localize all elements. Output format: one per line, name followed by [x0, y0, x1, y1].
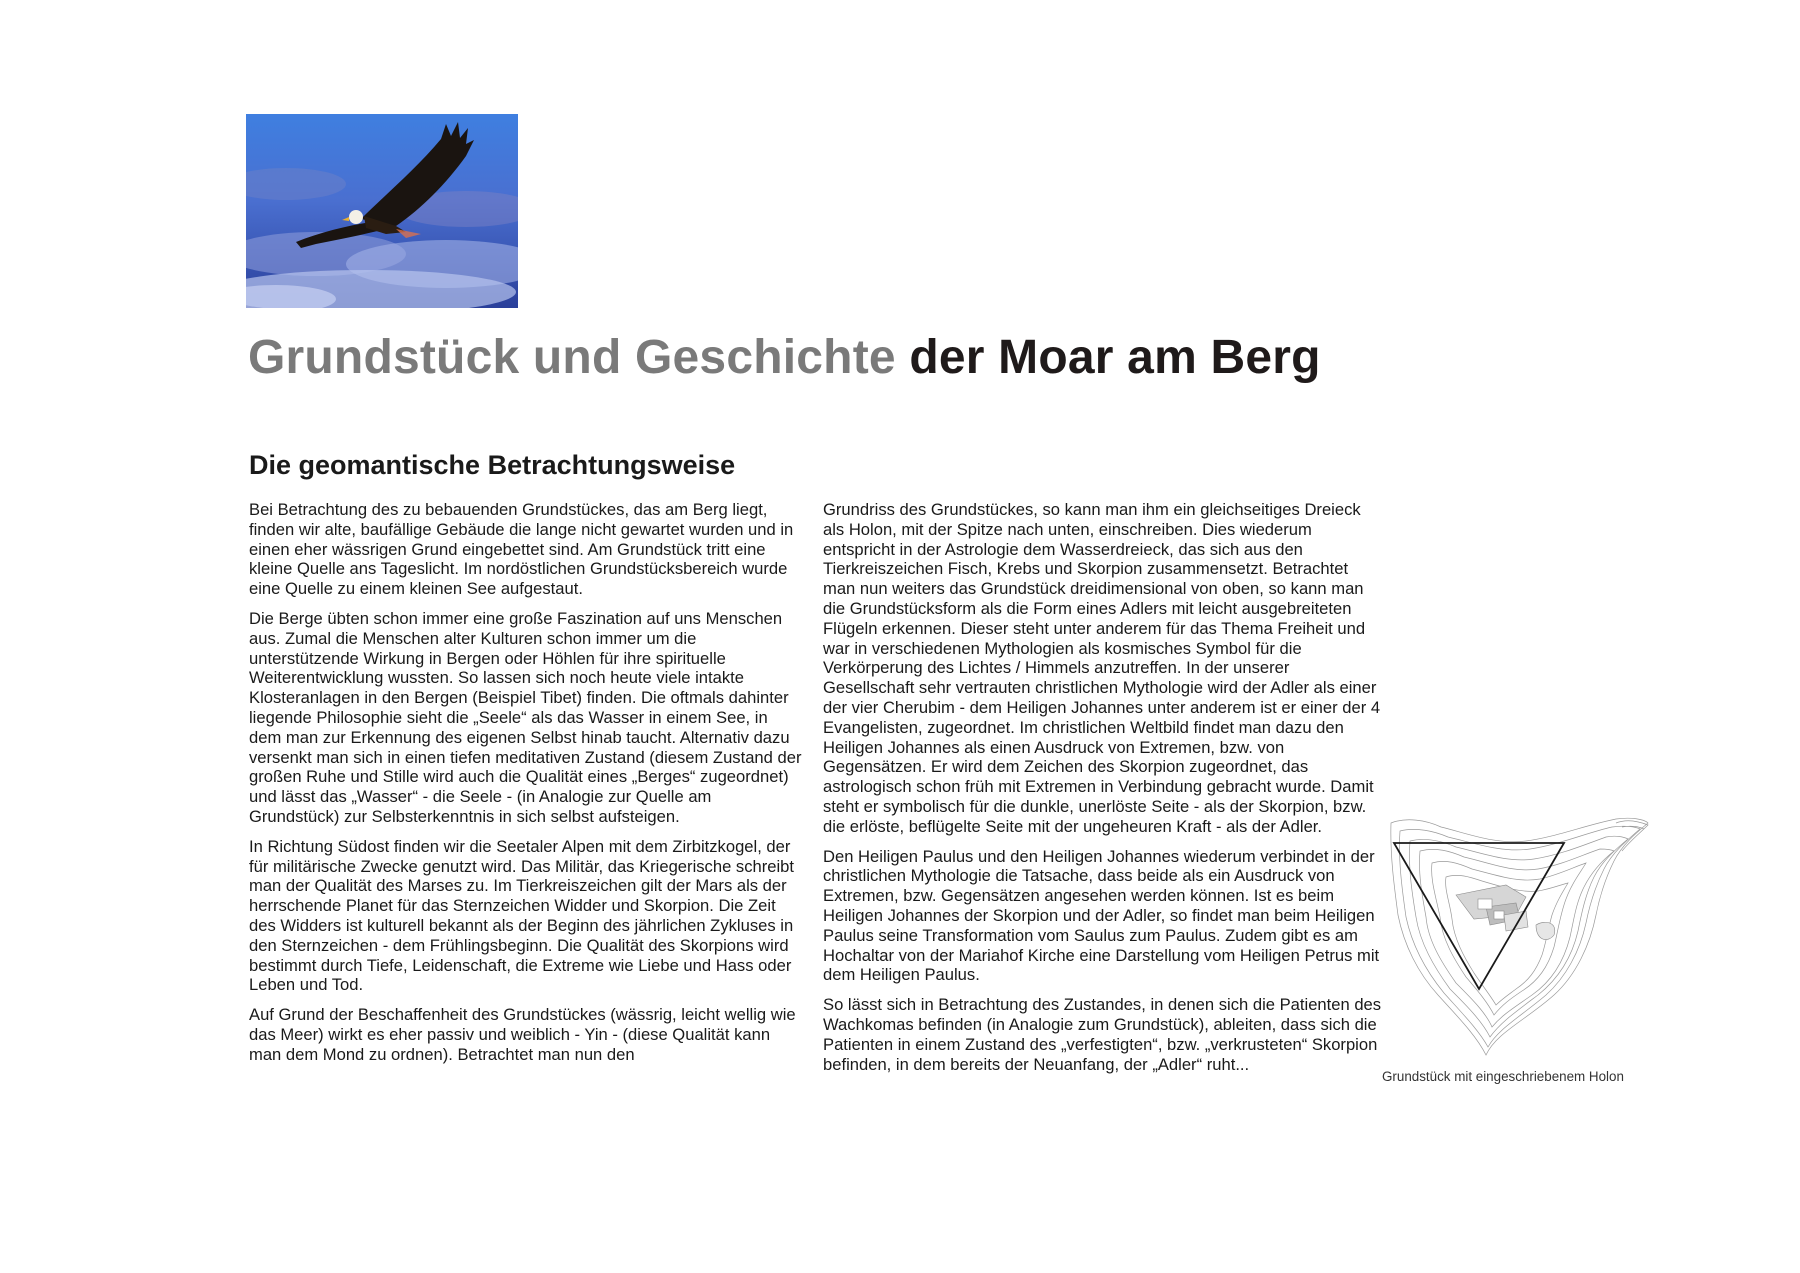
title-part-2: der Moar am Berg: [909, 331, 1321, 384]
eagle-photo: [246, 114, 518, 308]
paragraph: Grundriss des Grundstückes, so kann man ihm ein gleichseitiges Dreieck als Holon, mit der Spitze nach unten, einschreiben. Dies wiederum entspricht in der Astrologie dem Wasserdreieck, das sich aus den Tierkreiszeichen Fisch, Krebs und Skorpion zusammensetzt. Betrachtet man nun weiters das Grundstück dreidimensional von oben, so kann man die Grundstücksform als die Form eines Adlers mit leicht ausgebreiteten Flügeln erkennen. Dieser steht unter anderem für das Thema Freiheit und war in verschiedenen Mythologien als kosmisches Symbol für die Verkörperung des Lichtes / Himmels anzutreffen. In der unserer Gesellschaft sehr vertrauten christlichen Mythologie wird der Adler als einer der vier Cherubim - dem Heiligen Johannes unter anderem ist er einer der 4 Evangelisten, zugeordnet. Im christlichen Weltbild findet man dazu den Heiligen Johannes als einen Ausdruck von Extremen, bzw. von Gegensätzen. Er wird dem Zeichen des Skorpion zugeordnet, das astrologisch schon früh mit Extremen in Verbindung gebracht wurde. Damit steht er symbolisch für die dunkle, unerlöste Seite - als der Skorpion, bzw. die erlöste, beflügelte Seite mit der ungeheuren Kraft - als der Adler.: [823, 500, 1381, 836]
site-plan-figure: [1386, 815, 1656, 1060]
title-part-1: Grundstück und Geschichte: [248, 331, 896, 384]
paragraph: Bei Betrachtung des zu bebauenden Grundstückes, das am Berg liegt, finden wir alte, baufällige Gebäude die lange nicht gewartet wurden und in einen eher wässrigen Grund eingebettet sind. Am Grundstück tritt eine kleine Quelle ans Tageslicht. Im nordöstlichen Grundstücksbereich wurde eine Quelle zu einem kleinen See aufgestaut.: [249, 500, 794, 599]
section-heading: Die geomantische Betrachtungsweise: [249, 450, 736, 480]
paragraph: Den Heiligen Paulus und den Heiligen Johannes wiederum verbindet in der christlichen Mythologie die Tatsache, dass beide als ein Ausdruck von Extremen, bzw. Gegensätzen angesehen werden können. Ist es beim Heiligen Johannes der Skorpion und der Adler, so findet man beim Heiligen Paulus seine Transformation vom Saulus zum Paulus. Zudem gibt es am Hochaltar von der Mariahof Kirche eine Darstellung vom Heiligen Petrus mit dem Heiligen Paulus.: [823, 846, 1380, 985]
paragraph: Auf Grund der Beschaffenheit des Grundstückes (wässrig, leicht wellig wie das Meer) wirkt es eher passiv und weiblich - Yin - (diese Qualität kann man dem Mond zu ordnen). Betrachtet man nun den: [249, 1005, 796, 1064]
text-column-right: [823, 500, 1383, 1084]
paragraph: Die Berge übten schon immer eine große Faszination auf uns Menschen aus. Zumal die Menschen alter Kulturen schon immer um die unterstützende Wirkung in Bergen oder Höhlen für ihre spirituelle Weiterentwicklung wussten. So lassen sich noch heute viele intakte Klosteranlagen in den Bergen (Beispiel Tibet) finden. Die oftmals dahinter liegende Philosophie sieht die „Seele“ als das Wasser in einem See, in dem man zur Erkennung des eigenen Selbst hinab taucht. Alternativ dazu versenkt man sich in einen tiefen meditativen Zustand (diesem Zustand der großen Ruhe und Stille wird auch die Qualität eines „Berges“ zugeordnet) und lässt das „Wasser“ - die Seele - (in Analogie zur Quelle am Grundstück) zur Selbsterkenntnis in sich selbst aufsteigen.: [249, 608, 802, 826]
paragraph: So lässt sich in Betrachtung des Zustandes, in denen sich die Patienten des Wachkomas befinden (in Analogie zum Grundstück), ableiten, dass sich die Patienten in einem Zustand des „verfestigten“, bzw. „verkrusteten“ Skorpion befinden, in dem bereits der Neuanfang, der „Adler“ ruht...: [823, 995, 1382, 1074]
paragraph: In Richtung Südost finden wir die Seetaler Alpen mit dem Zirbitzkogel, der für militärische Zwecke genutzt wird. Das Militär, das Kriegerische schreibt man der Qualität des Marses zu. Im Tierkreiszeichen gilt der Mars als der herrschende Planet für das Sternzeichen Widder und Skorpion. Die Zeit des Widders ist kulturell bekannt als der Beginn des jährlichen Zykluses in den Sternzeichen - dem Frühlingsbeginn. Die Qualität des Skorpions wird bestimmt durch Tiefe, Leidenschaft, die Extreme wie Liebe und Hass oder Leben und Tod.: [249, 836, 795, 995]
text-column-left: [249, 500, 804, 1075]
figure-caption: Grundstück mit eingeschriebenem Holon: [1382, 1069, 1624, 1084]
page-title: [248, 330, 1321, 385]
